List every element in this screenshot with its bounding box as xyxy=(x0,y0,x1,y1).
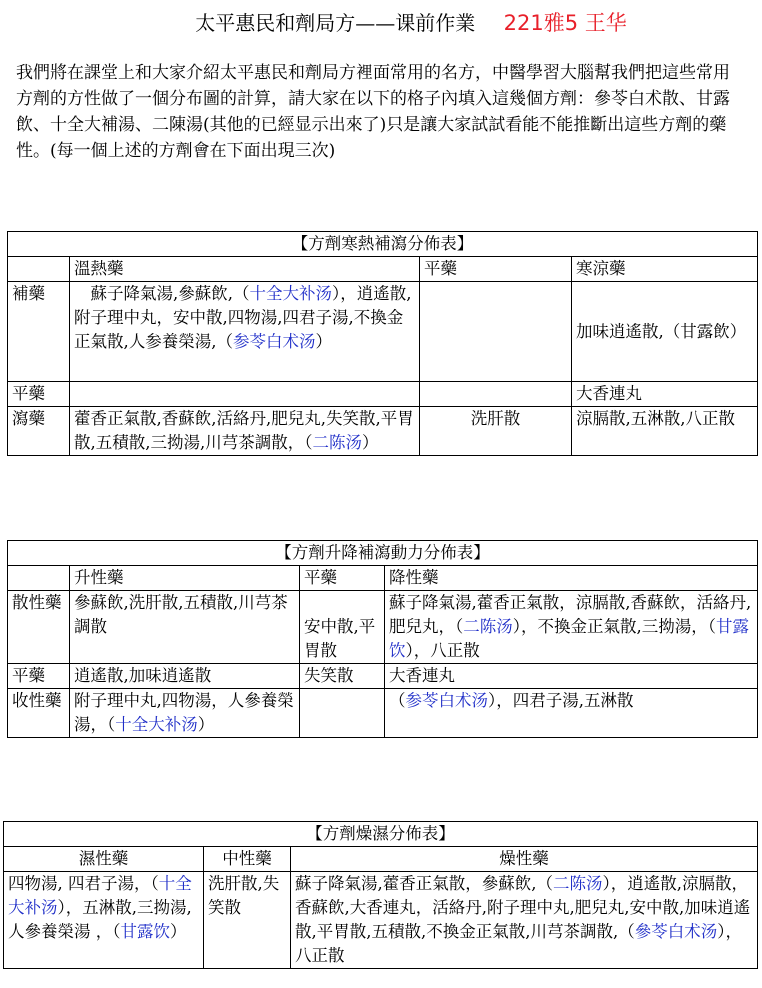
table-row xyxy=(8,591,758,664)
table-cell xyxy=(420,382,572,407)
table-row xyxy=(4,872,758,969)
table-cell: 洗肝散 xyxy=(420,407,572,456)
intro-text: 我們將在課堂上和大家介紹太平惠民和劑局方裡面常用的名方，中醫學習大腦幫我們把這些常用方劑的方性做了一個分布圖的計算，請大家在以下的格子內填入這幾個方劑：參苓白术散、甘露飲、十全大補湯、二陳湯(其他的已經显示出來了)只是讓大家試試看能不能推斷出這些方劑的藥性。(每一個上述的方劑會在下面出現三次) xyxy=(16,63,730,161)
table-cell: 大香連丸 xyxy=(385,664,758,689)
row-label: 補藥 xyxy=(8,282,70,382)
col-header: 平藥 xyxy=(420,257,572,282)
table-cell: 參蘇飲,洗肝散,五積散,川芎茶調散 xyxy=(70,591,300,664)
answer-text: 二陈汤 xyxy=(463,617,513,636)
col-header: 溫熱藥 xyxy=(70,257,420,282)
col-header: 寒涼藥 xyxy=(572,257,758,282)
answer-text: 十全大补汤 xyxy=(115,715,198,734)
table-cell: 加味逍遙散,（甘露飲） xyxy=(572,282,758,382)
table-caption: 【方劑燥濕分佈表】 xyxy=(4,822,758,847)
col-header: 升性藥 xyxy=(70,566,300,591)
table-row xyxy=(8,282,758,382)
answer-text: 十全大补汤 xyxy=(249,284,332,303)
col-header: 燥性藥 xyxy=(291,847,758,872)
table-header-row xyxy=(4,847,758,872)
col-header: 平藥 xyxy=(300,566,385,591)
table-cell: 藿香正氣散,香蘇飲,活絡丹,肥兒丸,失笑散,平胃散,五積散,三拗湯,川芎茶調散，（二陈汤） xyxy=(70,407,420,456)
table-cell xyxy=(420,282,572,382)
table-header-row xyxy=(8,257,758,282)
page-title xyxy=(0,8,762,38)
row-label: 平藥 xyxy=(8,382,70,407)
title-text: 太平惠民和劑局方——课前作業 xyxy=(195,11,476,35)
table-cell: 蘇子降氣湯,藿香正氣散，涼膈散,香蘇飲，活絡丹,肥兒丸，（二陈汤），不換金正氣散,三拗湯，（甘露饮），八正散 xyxy=(385,591,758,664)
table-rise-fall xyxy=(7,540,758,738)
row-label: 散性藥 xyxy=(8,591,70,664)
table-cell: 大香連丸 xyxy=(572,382,758,407)
table-cell: （参苓白术汤），四君子湯,五淋散 xyxy=(385,689,758,738)
table-cell: 逍遙散,加味逍遙散 xyxy=(70,664,300,689)
table-cell xyxy=(70,382,420,407)
table-caption: 【方劑寒熱補瀉分佈表】 xyxy=(8,232,758,257)
table-caption: 【方劑升降補瀉動力分佈表】 xyxy=(8,541,758,566)
table-cell: 失笑散 xyxy=(300,664,385,689)
table-dry-wet xyxy=(3,821,758,969)
table-cell: 安中散,平胃散 xyxy=(300,591,385,664)
answer-text: 二陈汤 xyxy=(312,433,362,452)
table-cell: 附子理中丸,四物湯，人參養榮湯，（十全大补汤） xyxy=(70,689,300,738)
intro-paragraph xyxy=(16,60,731,164)
col-header: 中性藥 xyxy=(204,847,291,872)
table-header-row xyxy=(8,566,758,591)
answer-text: 参苓白术汤 xyxy=(405,691,488,710)
table-cell xyxy=(300,689,385,738)
col-header: 降性藥 xyxy=(385,566,758,591)
table-cell: 涼膈散,五淋散,八正散 xyxy=(572,407,758,456)
table-cold-hot xyxy=(7,231,758,456)
table-cell: 蘇子降氣湯,藿香正氣散，參蘇飲,（二陈汤），逍遙散,涼膈散， 香蘇飲,大香連丸，活絡丹,附子理中丸,肥兒丸,安中散,加味逍遙散,平胃散,五積散,不換金正氣散,川芎茶調散,（參苓白术汤），八正散 xyxy=(291,872,758,969)
table-cell: 蘇子降氣湯,參蘇飲,（十全大补汤），逍遙散,附子理中丸，安中散,四物湯,四君子湯,不換金正氣散,人参養榮湯,（参苓白术汤） xyxy=(70,282,420,382)
row-label: 收性藥 xyxy=(8,689,70,738)
answer-text: 十全大补汤 xyxy=(8,874,192,917)
answer-text: 参苓白术汤 xyxy=(233,332,316,351)
col-header: 濕性藥 xyxy=(4,847,204,872)
answer-text: 二陈汤 xyxy=(553,874,603,893)
row-label: 平藥 xyxy=(8,664,70,689)
table-row xyxy=(8,407,758,456)
row-label: 瀉藥 xyxy=(8,407,70,456)
answer-text: 甘露饮 xyxy=(389,617,749,660)
answer-text: 參苓白术汤 xyxy=(634,922,718,941)
table-row xyxy=(8,664,758,689)
author-label: 221雅5 王华 xyxy=(503,11,627,35)
table-row xyxy=(8,382,758,407)
table-row xyxy=(8,689,758,738)
answer-text: 甘露饮 xyxy=(120,922,170,941)
table-cell: 四物湯, 四君子湯，（十全大补汤），五淋散,三拗湯,人參養榮湯 ，（甘露饮） xyxy=(4,872,204,969)
table-cell: 洗肝散,失笑散 xyxy=(204,872,291,969)
